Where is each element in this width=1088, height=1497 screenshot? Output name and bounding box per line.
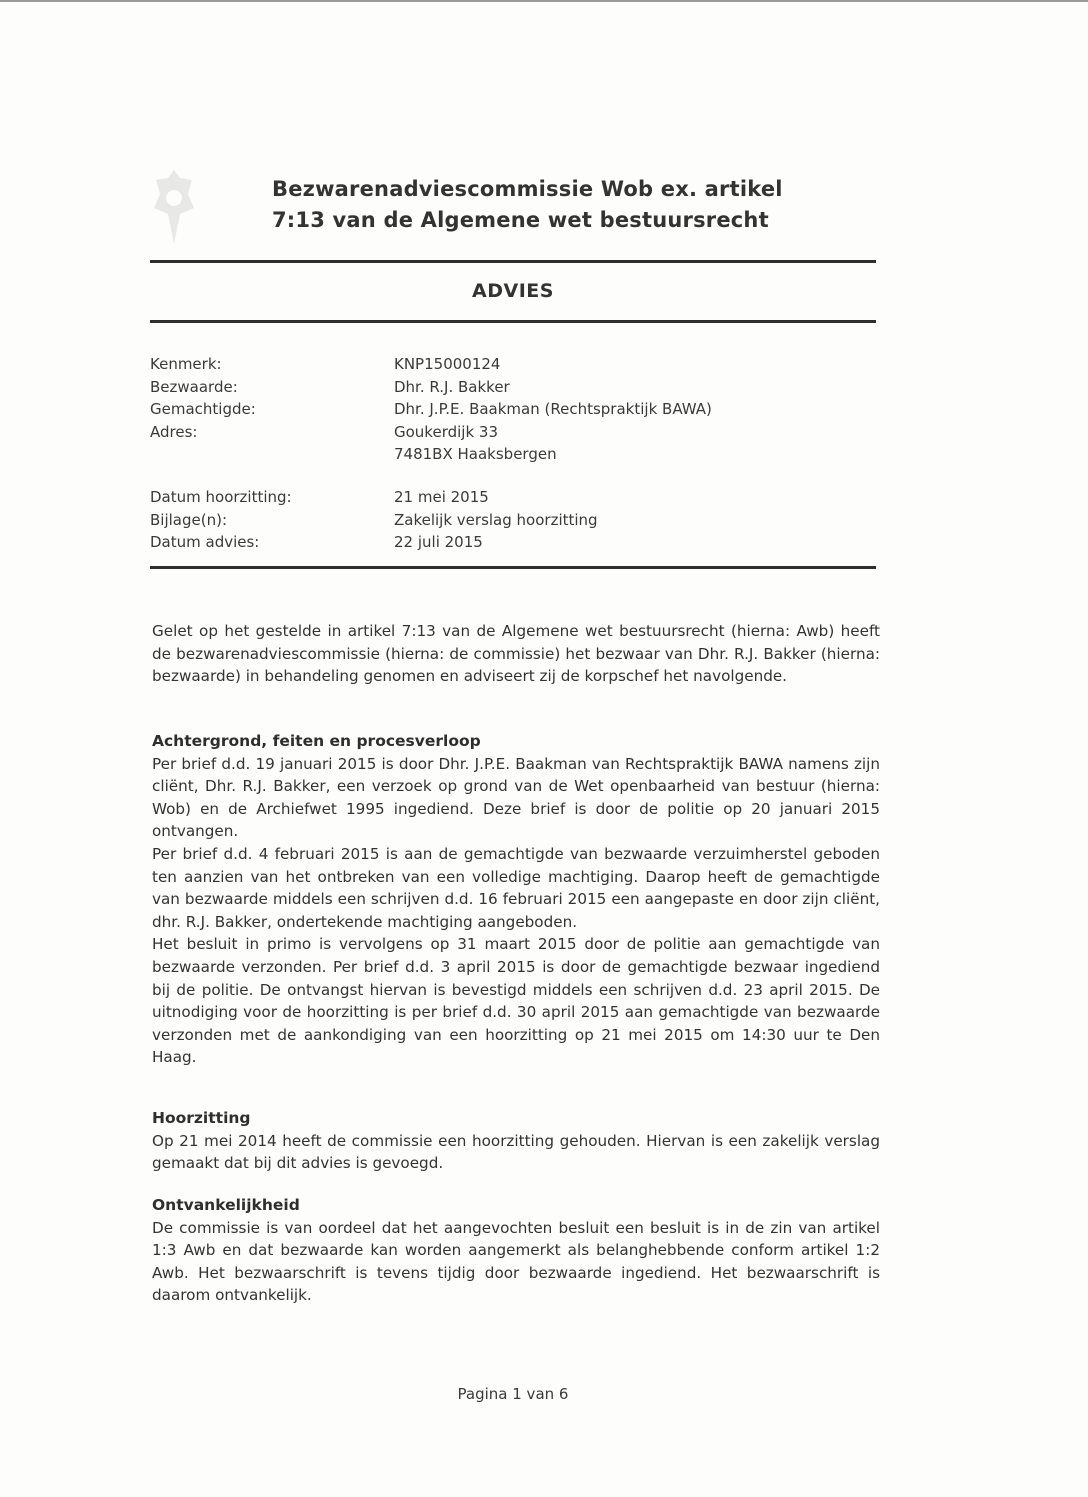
detail-value: 22 juli 2015	[394, 533, 483, 551]
section-hoorzitting	[152, 1107, 880, 1175]
paragraph: De commissie is van oordeel dat het aangevochten besluit een besluit is in de zin van artikel 1:3 Awb en dat bezwaarde kan worden aangemerkt als belanghebbende conform artikel 1:2 Awb. Het bezwaarschrift is tevens tijdig door bezwaarde ingediend. Het bezwaarschrift is daarom ontvankelijk.	[152, 1218, 880, 1305]
detail-row-adres	[150, 421, 876, 444]
paragraph: Per brief d.d. 19 januari 2015 is door Dhr. J.P.E. Baakman van Rechtspraktijk BAWA namens zijn cliënt, Dhr. R.J. Bakker, een verzoek op grond van de Wet openbaarheid van bestuur (hierna: Wob) en de Archiefwet 1995 ingediend. Deze brief is door de politie op 20 januari 2015 ontvangen.	[152, 754, 880, 841]
divider-middle	[150, 320, 876, 323]
detail-label: Datum advies:	[150, 533, 260, 551]
section-heading: Achtergrond, feiten en procesverloop	[152, 732, 481, 750]
detail-value: Dhr. R.J. Bakker	[394, 377, 510, 396]
detail-label: Bezwaarde:	[150, 377, 238, 396]
title-line-1: Bezwarenadviescommissie Wob ex. artikel	[272, 177, 783, 201]
detail-label: Adres:	[150, 422, 198, 441]
document-title	[272, 174, 912, 236]
detail-row-adres-2	[150, 443, 876, 466]
detail-value: 7481BX Haaksbergen	[394, 445, 557, 463]
detail-label: Kenmerk:	[150, 355, 222, 373]
paragraph: Het besluit in primo is vervolgens op 31 maart 2015 door de politie aan gemachtigde van bezwaarde verzonden. Per brief d.d. 3 april 2015 is door de gemachtigde bezwaar ingediend bij de politie. De ontvangst hiervan is bevestigd middels een schrijven d.d. 23 april 2015. De uitnodiging voor de hoorzitting is per brief d.d. 30 april 2015 aan gemachtigde van bezwaarde verzonden met de aankondiging van een hoorzitting op 21 mei 2015 om 14:30 uur te Den Haag.	[152, 935, 880, 1067]
section-heading: Hoorzitting	[152, 1109, 251, 1127]
detail-row-datum-hoorzitting	[150, 486, 876, 509]
divider-top	[150, 260, 876, 263]
detail-row-gemachtigde	[150, 398, 876, 421]
detail-label: Datum hoorzitting:	[150, 488, 292, 506]
detail-value: 21 mei 2015	[394, 488, 489, 506]
scan-top-edge	[0, 0, 1088, 2]
detail-row-bezwaarde	[150, 376, 876, 399]
detail-row-kenmerk	[150, 353, 876, 376]
paragraph: Op 21 mei 2014 heeft de commissie een hoorzitting gehouden. Hiervan is een zakelijk verslag gemaakt dat bij dit advies is gevoegd.	[152, 1131, 880, 1173]
detail-label: Bijlage(n):	[150, 510, 227, 529]
section-ontvankelijkheid	[152, 1194, 880, 1307]
detail-value: KNP15000124	[394, 355, 501, 373]
paragraph: Per brief d.d. 4 februari 2015 is aan de gemachtigde van bezwaarde verzuimherstel geboden ten aanzien van het ontbreken van een volledige machtiging. Daarop heeft de gemachtigde van bezwaarde middels een schrijven d.d. 16 februari 2015 een aangepaste en door zijn cliënt, dhr. R.J. Bakker, ondertekende machtiging aangeboden.	[152, 844, 880, 931]
section-achtergrond	[152, 730, 880, 1069]
intro-text: Gelet op het gestelde in artikel 7:13 van de Algemene wet bestuursrecht (hierna: Awb) heeft de bezwarenadviescommissie (hierna: de commissie) het bezwaar van Dhr. R.J. Bakker (hierna: bezwaarde) in behandeling genomen en adviseert zij de korpschef het navolgende.	[152, 622, 880, 686]
detail-label: Gemachtigde:	[150, 400, 256, 418]
divider-bottom	[150, 566, 876, 569]
title-line-2: 7:13 van de Algemene wet bestuursrecht	[272, 208, 769, 232]
section-heading: Ontvankelijkheid	[152, 1196, 300, 1214]
intro-paragraph	[152, 620, 880, 688]
detail-value: Dhr. J.P.E. Baakman (Rechtspraktijk BAWA)	[394, 400, 712, 418]
page-number: Pagina 1 van 6	[457, 1385, 569, 1403]
document-type-heading: ADVIES	[472, 280, 554, 302]
case-details	[150, 353, 876, 466]
detail-row-bijlagen	[150, 509, 876, 532]
detail-value: Zakelijk verslag hoorzitting	[394, 510, 598, 529]
detail-row-datum-advies	[150, 531, 876, 554]
hearing-details	[150, 486, 876, 554]
police-emblem-watermark-icon	[150, 168, 198, 246]
detail-value: Goukerdijk 33	[394, 422, 498, 441]
